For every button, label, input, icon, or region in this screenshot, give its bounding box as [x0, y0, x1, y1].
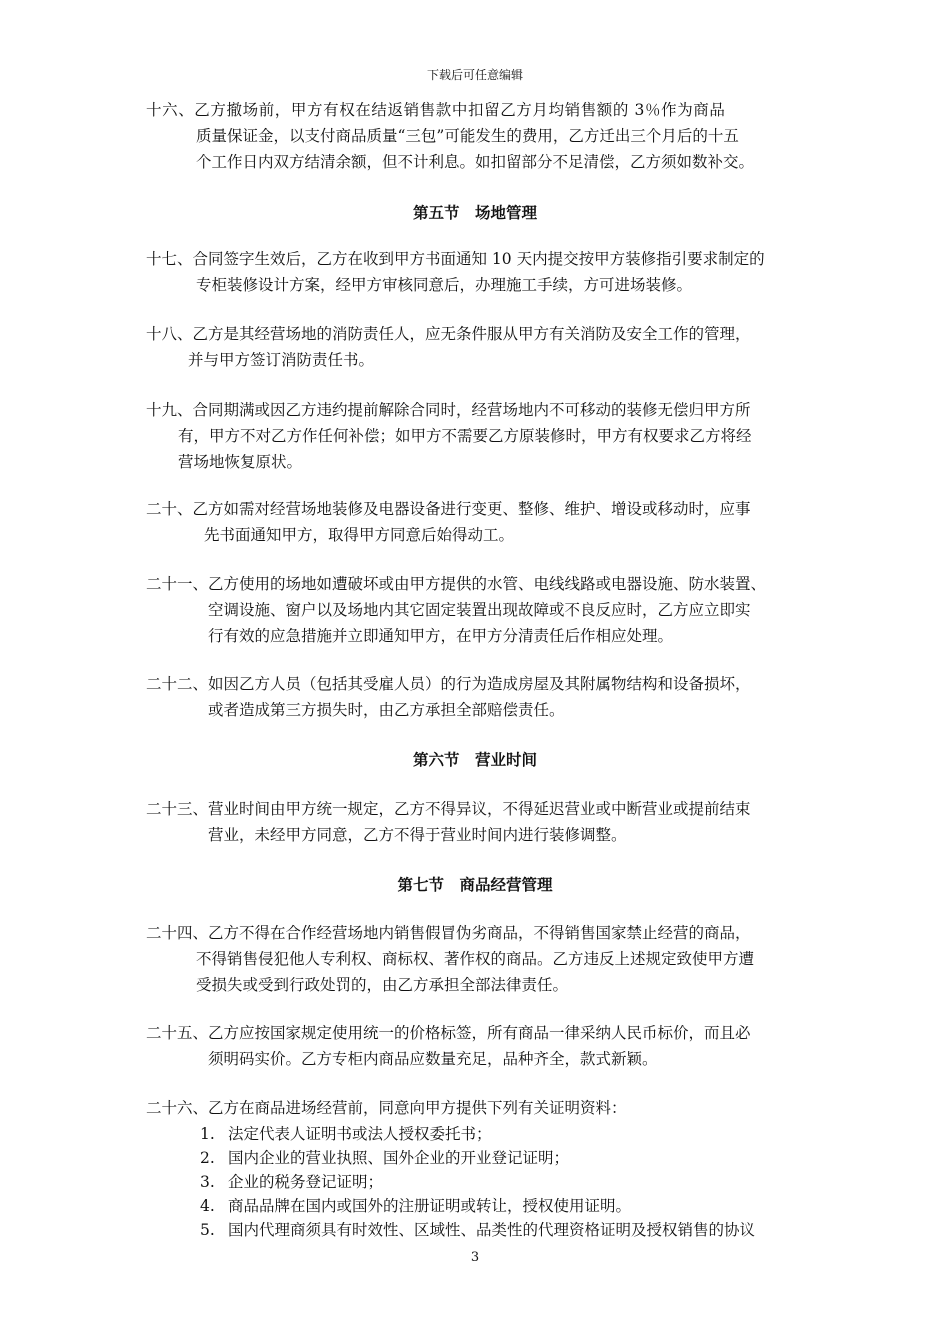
clause-line: 个工作日内双方结清余额，但不计利息。如扣留部分不足清偿，乙方须如数补交。	[196, 153, 755, 171]
clause-line: 不得销售侵犯他人专利权、商标权、著作权的商品。乙方违反上述规定致使甲方遭	[196, 950, 755, 968]
clause-line: 二十五、乙方应按国家规定使用统一的价格标签，所有商品一律采纳人民币标价，而且必	[146, 1024, 751, 1042]
clause-20	[146, 496, 811, 548]
clause-line: 二十、乙方如需对经营场地装修及电器设备进行变更、整修、维护、增设或移动时，应事	[146, 500, 751, 518]
list-text: 国内代理商须具有时效性、区域性、品类性的代理资格证明及授权销售的协议	[228, 1221, 756, 1239]
clause-line: 行有效的应急措施并立即通知甲方，在甲方分清责任后作相应处理。	[208, 627, 674, 645]
clause-23	[146, 796, 811, 848]
clause-line: 十八、乙方是其经营场地的消防责任人，应无条件服从甲方有关消防及安全工作的管理，	[146, 325, 751, 343]
clause-22	[146, 671, 811, 723]
clause-line: 二十二、如因乙方人员（包括其受雇人员）的行为造成房屋及其附属物结构和设备损坏，	[146, 675, 751, 693]
page-header: 下载后可任意编辑	[426, 68, 523, 82]
list-number: 2.	[200, 1149, 215, 1167]
clause-line: 受损失或受到行政处罚的，由乙方承担全部法律责任。	[196, 976, 569, 994]
section-heading-5: 第五节 场地管理	[412, 204, 537, 222]
clause-line: 并与甲方签订消防责任书。	[188, 351, 375, 369]
clause-line: 十七、合同签字生效后，乙方在收到甲方书面通知 10 天内提交按甲方装修指引要求制定的	[146, 250, 765, 268]
clause-25	[146, 1020, 811, 1072]
clause-line: 二十四、乙方不得在合作经营场地内销售假冒伪劣商品，不得销售国家禁止经营的商品，	[146, 924, 751, 942]
list-number: 1.	[200, 1125, 215, 1143]
clause-line: 先书面通知甲方，取得甲方同意后始得动工。	[204, 526, 515, 544]
clause-line: 或者造成第三方损失时，由乙方承担全部赔偿责任。	[208, 701, 565, 719]
list-text: 法定代表人证明书或法人授权委托书；	[228, 1125, 492, 1143]
list-number: 5.	[200, 1221, 215, 1239]
list-text: 企业的税务登记证明；	[228, 1173, 384, 1191]
clause-line: 十九、合同期满或因乙方违约提前解除合同时，经营场地内不可移动的装修无偿归甲方所	[146, 401, 751, 419]
list-item	[200, 1170, 383, 1192]
clause-24	[146, 920, 811, 998]
clause-line: 须明码实价。乙方专柜内商品应数量充足，品种齐全，款式新颖。	[208, 1050, 658, 1068]
clause-26	[146, 1095, 811, 1121]
list-item	[200, 1194, 631, 1216]
clause-line: 质量保证金，以支付商品质量“三包”可能发生的费用，乙方迁出三个月后的十五	[196, 127, 739, 145]
clause-line: 营业，未经甲方同意，乙方不得于营业时间内进行装修调整。	[208, 826, 627, 844]
section-heading-7: 第七节 商品经营管理	[397, 876, 553, 894]
clause-line: 二十一、乙方使用的场地如遭破坏或由甲方提供的水管、电线线路或电器设施、防水装置、	[146, 575, 767, 593]
clause-line: 十六、乙方撤场前，甲方有权在结返销售款中扣留乙方月均销售额的 3％作为商品	[146, 101, 726, 119]
list-text: 商品品牌在国内或国外的注册证明或转让，授权使用证明。	[228, 1197, 632, 1215]
clause-line: 专柜装修设计方案，经甲方审核同意后，办理施工手续，方可进场装修。	[196, 276, 693, 294]
clause-line: 二十六、乙方在商品进场经营前，同意向甲方提供下列有关证明资料：	[146, 1099, 627, 1117]
clause-16	[146, 97, 811, 175]
list-item	[200, 1146, 569, 1168]
section-heading-6: 第六节 营业时间	[412, 751, 537, 769]
clause-line: 有，甲方不对乙方作任何补偿；如甲方不需要乙方原装修时，甲方有权要求乙方将经	[178, 427, 752, 445]
list-item	[200, 1218, 755, 1240]
clause-line: 空调设施、窗户以及场地内其它固定装置出现故障或不良反应时，乙方应立即实	[208, 601, 751, 619]
clause-21	[146, 571, 811, 649]
list-text: 国内企业的营业执照、国外企业的开业登记证明；	[228, 1149, 570, 1167]
clause-18	[146, 321, 811, 373]
list-number: 4.	[200, 1197, 215, 1215]
clause-line: 二十三、营业时间由甲方统一规定，乙方不得异议，不得延迟营业或中断营业或提前结束	[146, 800, 751, 818]
list-item	[200, 1122, 492, 1144]
clause-19	[146, 397, 811, 475]
list-number: 3.	[200, 1173, 215, 1191]
clause-line: 营场地恢复原状。	[178, 453, 303, 471]
page-number: 3	[470, 1250, 480, 1265]
clause-17	[146, 246, 811, 298]
